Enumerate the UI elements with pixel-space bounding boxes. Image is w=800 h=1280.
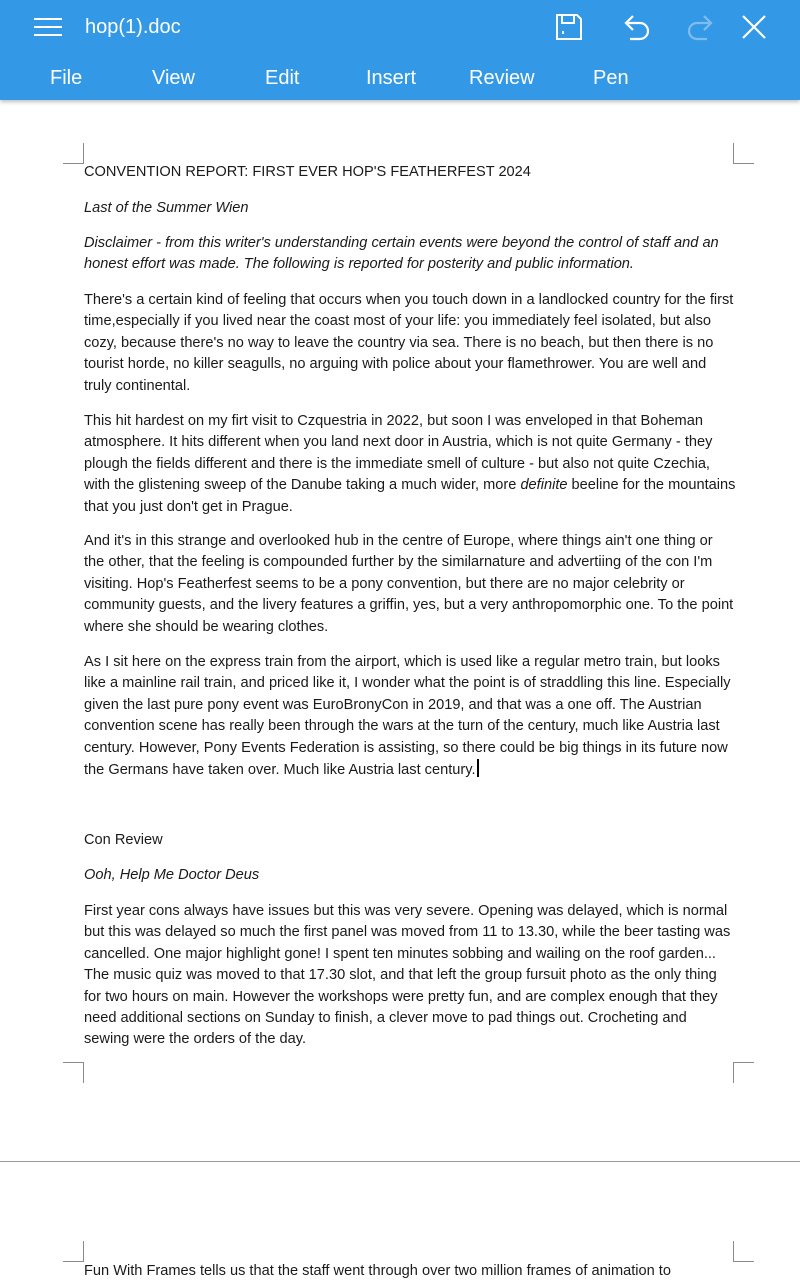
page-corner-marker	[733, 1062, 754, 1083]
page-corner-marker	[733, 143, 754, 164]
page-corner-marker	[63, 143, 84, 164]
hamburger-menu-icon[interactable]	[28, 7, 68, 47]
body-paragraph[interactable]: There's a certain kind of feeling that occurs when you touch down in a landlocked country for the first time,especially if you lived near the coast most of your life: you immediately feel isolated, but also cozy, because there's no way to leave the country via sea. There is no beach, but then there is no tourist horde, no killer seagulls, no arguing with police about your flamethrower. You are well and truly continental.	[84, 292, 734, 394]
body-paragraph[interactable]	[84, 652, 736, 781]
paragraph-text: beeline for the mountains that you just don't get in Prague.	[84, 477, 736, 515]
page-corner-marker	[733, 1241, 754, 1262]
undo-icon[interactable]	[616, 7, 656, 47]
italic-emphasis: definite	[520, 477, 568, 494]
paragraph-text: As I sit here on the express train from the airport, which is used like a regular metro train, but looks like a mainline rail train, and priced like it, I wonder what the point is of straddling this line. Especially given the last pure pony event was EuroBronyCon in 2019, and that was a one off. The Austrian convention scene has really been through the wars at the turn of the century, much like Austria last century. However, Pony Events Federation is assisting, so there could be big things in its future now the Germans have taken over. Much like Austria last century.	[84, 654, 731, 779]
section-subtitle[interactable]: Ooh, Help Me Doctor Deus	[84, 867, 260, 883]
close-icon[interactable]	[734, 7, 774, 47]
page-break-divider	[0, 1161, 800, 1162]
document-byline[interactable]: Last of the Summer Wien	[84, 200, 249, 216]
page-corner-marker	[63, 1241, 84, 1262]
document-title: hop(1).doc	[85, 16, 181, 38]
title-row	[0, 0, 800, 54]
body-paragraph[interactable]: And it's in this strange and overlooked hub in the centre of Europe, where things ain't one thing or the other, that the feeling is compounded further by the similarnature and advertiing of the con I'm visiting. Hop's Featherfest seems to be a pony convention, but there are no major celebrity or community guests, and the livery features a griffin, yes, but a very anthropomorphic one. To the point where she should be wearing clothes.	[84, 533, 734, 635]
top-toolbar	[0, 0, 800, 100]
body-paragraph[interactable]	[84, 411, 736, 518]
menu-file[interactable]: File	[50, 67, 83, 89]
redo-icon[interactable]	[681, 7, 721, 47]
paragraph-text: This hit hardest on my firt visit to Czquestria in 2022, but soon I was enveloped in that Boheman atmosphere. It hits different when you land next door in Austria, which is not quite Germany - they plough the fields different and there is the immediate smell of culture - but also not quite Czechia, with the glistening sweep of the Danube taking a much wider, more	[84, 413, 713, 494]
disclaimer-paragraph[interactable]: Disclaimer - from this writer's understanding certain events were beyond the control of staff and an honest effort was made. The following is reported for posterity and public information.	[84, 235, 719, 273]
text-cursor	[477, 759, 479, 777]
body-paragraph[interactable]: Fun With Frames tells us that the staff went through over two million frames of animation to	[84, 1263, 671, 1279]
menu-edit[interactable]: Edit	[265, 67, 300, 89]
page-corner-marker	[63, 1062, 84, 1083]
menu-bar	[0, 54, 800, 100]
menu-view[interactable]: View	[152, 67, 195, 89]
menu-review[interactable]: Review	[469, 67, 535, 89]
save-icon[interactable]	[549, 7, 589, 47]
section-heading[interactable]: Con Review	[84, 832, 163, 848]
body-paragraph[interactable]: First year cons always have issues but this was very severe. Opening was delayed, which is normal but this was delayed so much the first panel was moved from 11 to 13.30, while the beer tasting was cancelled. One major highlight gone! I spent ten minutes sobbing and wailing on the roof garden... The music quiz was moved to that 17.30 slot, and that left the group fursuit photo as the only thing for two hours on main. However the workshops were pretty fun, and are complex enough that they need additional sections on Sunday to finish, a clever move to pad things out. Crocheting and sewing were the orders of the day.	[84, 903, 731, 1048]
document-canvas[interactable]	[0, 100, 800, 1280]
menu-insert[interactable]: Insert	[366, 67, 417, 89]
document-heading[interactable]: CONVENTION REPORT: FIRST EVER HOP'S FEATHERFEST 2024	[84, 164, 531, 180]
menu-pen[interactable]: Pen	[593, 67, 629, 89]
